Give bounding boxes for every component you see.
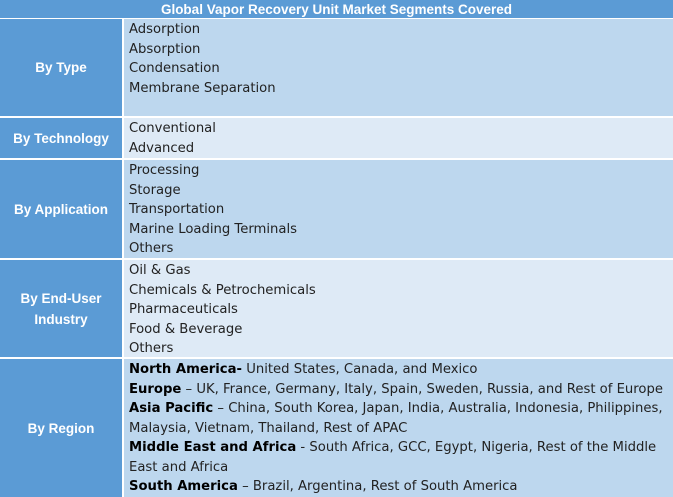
region-countries: – UK, France, Germany, Italy, Spain, Sweden, Russia, and Rest of Europe [181,381,663,397]
table-title: Global Vapor Recovery Unit Market Segments Covered [0,0,673,19]
list-item: Others [129,241,174,256]
list-item: Conventional [129,121,216,136]
segment-values-end-user [124,260,673,359]
segment-values-region [124,359,673,497]
region-item [129,438,669,477]
region-countries: United States, Canada, and Mexico [242,362,478,377]
list-item: Absorption [129,41,201,57]
list-item: Chemicals & Petrochemicals [129,282,316,298]
segment-values-type [124,19,673,118]
region-item [129,360,669,380]
region-name: Europe [129,381,182,397]
region-name: South America [129,479,238,494]
region-name: Middle East and Africa [129,440,297,455]
region-countries: - South Africa, GCC, Egypt, Nigeria, Rest of the Middle East and Africa [129,440,657,475]
list-item: Condensation [129,61,220,76]
list-item: Adsorption [129,22,201,37]
region-item [129,380,669,400]
list-item: Oil & Gas [129,263,191,278]
list-item: Marine Loading Terminals [129,221,298,237]
list-item: Transportation [129,202,225,217]
segment-row-region [0,359,673,497]
list-item: Pharmaceuticals [129,302,238,317]
list-item: Food & Beverage [129,321,243,337]
segment-label-end-user: By End-User Industry [0,260,124,359]
list-item: Storage [129,182,181,198]
region-item [129,477,669,497]
list-item: Processing [129,163,200,178]
segment-row-application [0,160,673,260]
segment-label-region: By Region [0,359,124,497]
region-name: Asia Pacific [129,401,214,416]
region-countries: – China, South Korea, Japan, India, Australia, Indonesia, Philippines, Malaysia, Vietnam, Thailand, Rest of APAC [129,401,663,436]
region-name: North America- [129,362,242,377]
segment-label-type: By Type [0,19,124,118]
segment-values-application [124,160,673,260]
segment-row-type [0,19,673,118]
segment-row-end-user [0,260,673,359]
segment-row-technology [0,118,673,160]
segment-label-technology: By Technology [0,118,124,160]
list-item: Membrane Separation [129,80,276,96]
segment-values-technology [124,118,673,160]
list-item: Advanced [129,140,195,156]
list-item: Others [129,341,174,356]
region-countries: – Brazil, Argentina, Rest of South America [237,479,518,494]
segment-label-application: By Application [0,160,124,260]
region-item [129,399,669,438]
